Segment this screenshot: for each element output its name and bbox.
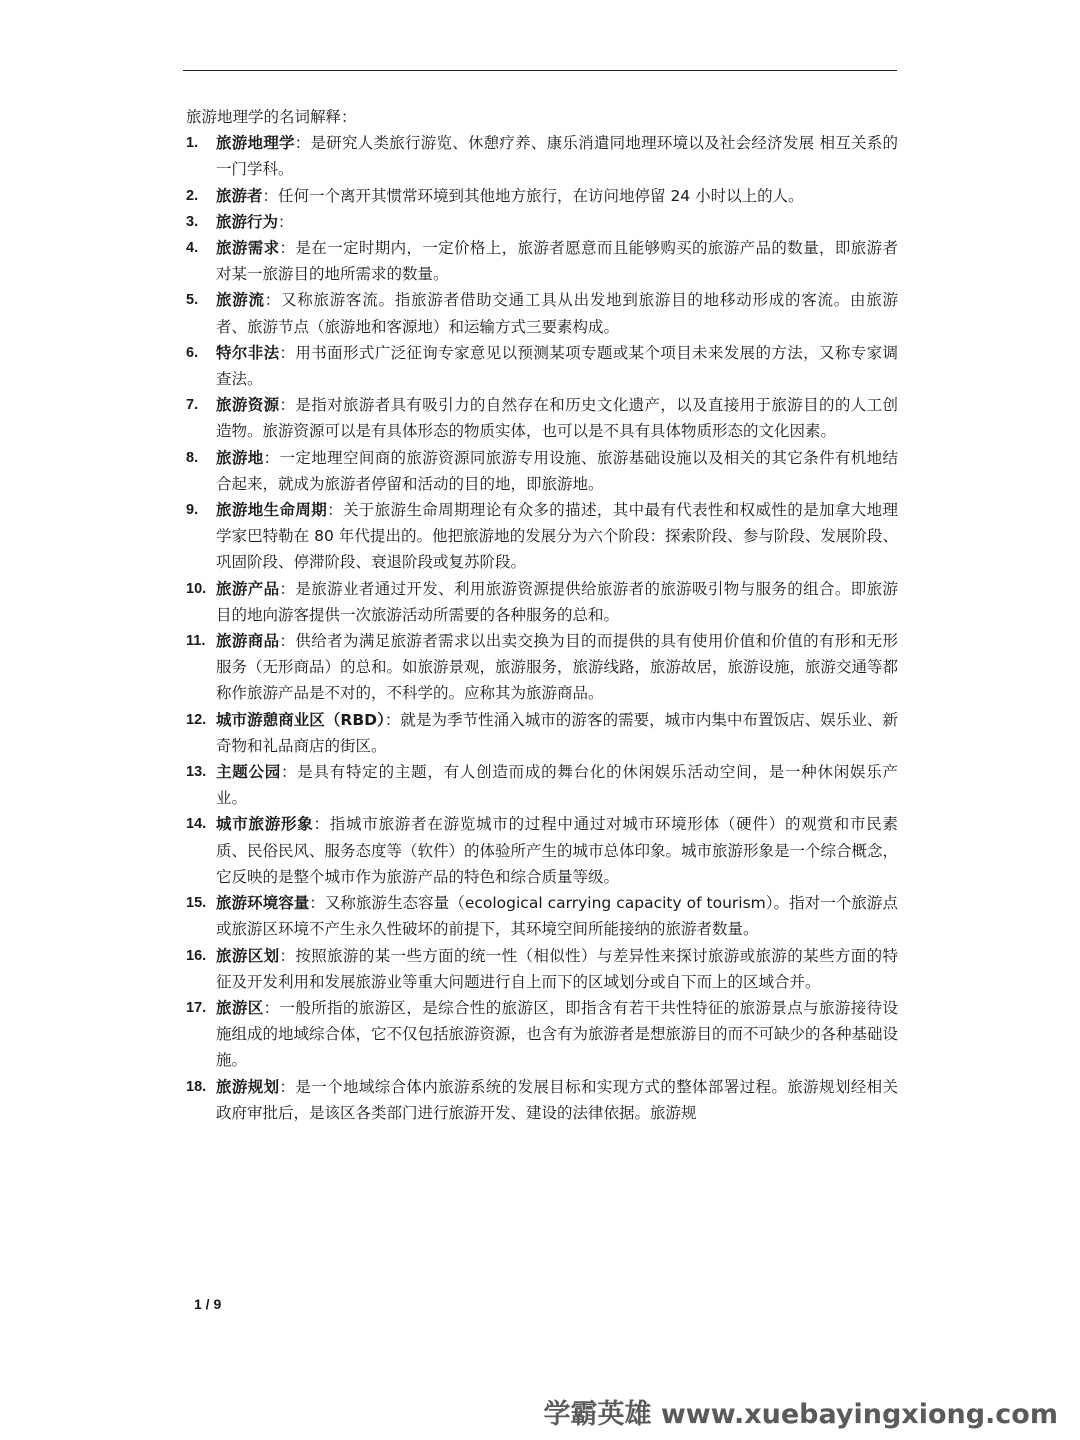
term-item — [186, 943, 898, 995]
term-number: 15. — [186, 895, 207, 912]
term-item — [186, 340, 898, 392]
term-number: 3. — [186, 213, 199, 230]
term-definition: ：是研究人类旅行游览、休憩疗养、康乐消遣同地理环境以及社会经济发展 相互关系的一门学科。 — [216, 134, 898, 179]
term-number: 1. — [186, 135, 199, 152]
term-definition: ：又称旅游生态容量（ecological carrying capacity of tourism）。指对一个旅游点或旅游区环境不产生永久性破坏的前提下，其环境空间所能接纳的旅游者数量。 — [216, 894, 898, 939]
term-number: 7. — [186, 397, 199, 414]
term-definition: ：是旅游业者通过开发、利用旅游资源提供给旅游者的旅游吸引物与服务的组合。即旅游目的地向游客提供一次旅游活动所需要的各种服务的总和。 — [216, 579, 898, 624]
term-item — [186, 707, 898, 759]
term-item — [186, 497, 898, 576]
term-definition: ：一定地理空间商的旅游资源同旅游专用设施、旅游基础设施以及相关的其它条件有机地结合起来，就成为旅游者停留和活动的目的地，即旅游地。 — [216, 448, 898, 493]
term-definition: ：关于旅游生命周期理论有众多的描述，其中最有代表性和权威性的是加拿大地理学家巴特勒在 80 年代提出的。他把旅游地的发展分为六个阶段：探索阶段、参与阶段、发展阶段、巩固阶段、停滞阶段、衰退阶段或复苏阶段。 — [216, 501, 898, 572]
term-definition: ：指城市旅游者在游览城市的过程中通过对城市环境形体（硬件）的观赏和市民素质、民俗民风、服务态度等（软件）的体验所产生的城市总体印象。城市旅游形象是一个综合概念，它反映的是整个城市作为旅游产品的特色和综合质量等级。 — [216, 815, 899, 886]
term-number: 4. — [186, 240, 199, 257]
term-definition: ：供给者为满足旅游者需求以出卖交换为目的而提供的具有使用价值和价值的有形和无形服务（无形商品）的总和。如旅游景观，旅游服务，旅游线路，旅游故居，旅游设施，旅游交通等都称作旅游产品是不对的，不科学的。应称其为旅游商品。 — [216, 632, 899, 703]
term-name: 城市游憩商业区（RBD） — [216, 710, 385, 729]
term-name: 旅游需求 — [216, 239, 280, 258]
site-watermark: 学霸英雄 www.xuebayingxiong.com — [543, 1399, 1058, 1430]
term-number: 12. — [186, 711, 207, 728]
term-name: 旅游资源 — [216, 396, 280, 415]
term-name: 旅游地理学 — [216, 134, 295, 153]
term-item — [186, 392, 898, 444]
term-name: 旅游商品 — [216, 632, 280, 651]
document-heading: 旅游地理学的名词解释： — [186, 108, 357, 126]
term-definition: ：就是为季节性涌入城市的游客的需要，城市内集中布置饭店、娱乐业、新奇物和礼品商店的街区。 — [216, 710, 898, 755]
term-definition: ：任何一个离开其惯常环境到其他地方旅行，在访问地停留 24 小时以上的人。 — [262, 186, 804, 205]
term-name: 城市旅游形象 — [216, 815, 314, 834]
term-item — [186, 235, 898, 287]
term-number: 18. — [186, 1078, 207, 1095]
term-number: 9. — [186, 502, 199, 519]
term-number: 5. — [186, 292, 199, 309]
term-name: 旅游产品 — [216, 579, 280, 598]
term-item — [186, 890, 898, 942]
term-number: 11. — [186, 633, 206, 650]
term-item — [186, 287, 898, 339]
term-item — [186, 811, 898, 890]
term-name: 旅游行为 — [216, 212, 279, 231]
term-item — [186, 1074, 898, 1126]
document-body — [186, 104, 898, 1126]
term-number: 16. — [186, 947, 207, 964]
term-definition: ：又称旅游客流。指旅游者借助交通工具从出发地到旅游目的地移动形成的客流。由旅游者、旅游节点（旅游地和客源地）和运输方式三要素构成。 — [216, 291, 898, 336]
term-item — [186, 130, 898, 182]
term-number: 13. — [186, 764, 207, 781]
term-number: 2. — [186, 187, 199, 204]
term-name: 旅游环境容量 — [216, 894, 310, 913]
term-item — [186, 183, 898, 209]
term-definition: ：一般所指的旅游区，是综合性的旅游区，即指含有若干共性特征的旅游景点与旅游接待设施组成的地域综合体，它不仅包括旅游资源，也含有为旅游者是想旅游目的而不可缺少的各种基础设施。 — [216, 998, 899, 1070]
page-number: 1 / 9 — [194, 1296, 222, 1312]
term-definition: ：按照旅游的某一些方面的统一性（相似性）与差异性来探讨旅游或旅游的某些方面的特征及开发利用和发展旅游业等重大问题进行自上而下的区域划分或自下而上的区域合并。 — [216, 946, 898, 991]
term-name: 主题公园 — [216, 763, 282, 782]
term-definition: ：是指对旅游者具有吸引力的自然存在和历史文化遗产，以及直接用于旅游目的的人工创造物。旅游资源可以是有具体形态的物质实体，也可以是不具有具体物质形态的文化因素。 — [216, 396, 898, 441]
term-item — [186, 209, 898, 235]
term-name: 旅游流 — [216, 291, 265, 310]
term-number: 17. — [186, 999, 207, 1016]
term-name: 旅游区划 — [216, 946, 280, 965]
term-number: 8. — [186, 449, 199, 466]
term-definition: ：是具有特定的主题，有人创造而成的舞台化的休闲娱乐活动空间，是一种休闲娱乐产业。 — [216, 763, 898, 808]
term-number: 6. — [186, 344, 199, 361]
term-definition: ：是一个地域综合体内旅游系统的发展目标和实现方式的整体部署过程。旅游规划经相关政府审批后，是该区各类部门进行旅游开发、建设的法律依据。旅游规 — [216, 1077, 898, 1122]
term-name: 旅游地 — [216, 448, 264, 467]
term-item — [186, 628, 898, 707]
term-list — [186, 130, 898, 1126]
term-name: 旅游规划 — [216, 1077, 280, 1096]
term-name: 旅游者 — [216, 186, 263, 205]
term-item — [186, 445, 898, 497]
term-definition: ： — [278, 212, 294, 231]
term-number: 14. — [186, 816, 207, 833]
term-name: 特尔非法 — [216, 343, 280, 362]
term-item — [186, 576, 898, 628]
term-number: 10. — [186, 580, 207, 597]
term-item — [186, 995, 898, 1074]
term-name: 旅游地生命周期 — [216, 501, 328, 520]
term-name: 旅游区 — [216, 998, 264, 1017]
term-definition: ：用书面形式广泛征询专家意见以预测某项专题或某个项目未来发展的方法，又称专家调查法。 — [216, 343, 898, 389]
header-rule — [183, 70, 897, 71]
term-item — [186, 759, 898, 811]
term-definition: ：是在一定时期内，一定价格上，旅游者愿意而且能够购买的旅游产品的数量，即旅游者对某一旅游目的地所需求的数量。 — [216, 239, 898, 284]
